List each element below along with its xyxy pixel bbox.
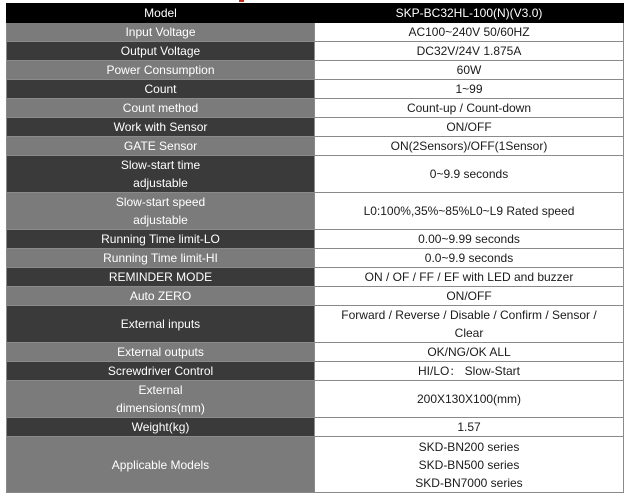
spec-label: [7, 418, 315, 437]
spec-value-line: ON / OF / FF / EF with LED and buzzer: [364, 270, 574, 284]
spec-label-line: Work with Sensor: [113, 120, 208, 134]
spec-label-line: GATE Sensor: [123, 139, 198, 153]
spec-label-line: adjustable: [133, 213, 188, 227]
spec-value: [315, 80, 624, 99]
spec-value-line: OK/NG/OK ALL: [427, 345, 511, 359]
spec-value: [315, 156, 624, 193]
table-row: [7, 249, 624, 268]
spec-value-line: Count-up / Count-down: [406, 101, 532, 115]
table-row: [7, 42, 624, 61]
spec-table: [6, 3, 624, 493]
spec-value: [315, 268, 624, 287]
spec-value: [315, 381, 624, 418]
table-row: [7, 306, 624, 343]
spec-label: [7, 362, 315, 381]
spec-label-line: Screwdriver Control: [107, 364, 214, 378]
table-row: [7, 437, 624, 493]
spec-value: [315, 193, 624, 230]
spec-label-line: Running Time limit-HI: [103, 251, 218, 265]
spec-label: [7, 230, 315, 249]
spec-label: [7, 306, 315, 343]
spec-label-line: External inputs: [120, 317, 201, 331]
spec-value-line: 60W: [456, 63, 482, 77]
spec-label-line: Applicable Models: [111, 457, 210, 472]
spec-value: [315, 137, 624, 156]
spec-value: [315, 343, 624, 362]
spec-value-line: 0~9.9 seconds: [429, 167, 509, 181]
spec-label: [7, 137, 315, 156]
spec-value-line: 1.57: [457, 420, 481, 434]
spec-label: [7, 99, 315, 118]
red-accent-mark: [239, 0, 244, 2]
table-row: [7, 80, 624, 99]
table-row: [7, 23, 624, 42]
spec-value-line: Clear: [454, 326, 484, 340]
spec-value-line: 200X130X100(mm): [416, 392, 522, 406]
table-row: [7, 193, 624, 230]
spec-value: [315, 23, 624, 42]
spec-value-line: L0:100%,35%~85%L0~L9 Rated speed: [363, 204, 575, 218]
spec-label: [7, 249, 315, 268]
table-row: [7, 381, 624, 418]
spec-label: [7, 381, 315, 418]
spec-label-line: Power Consumption: [106, 63, 215, 77]
spec-label-line: Count method: [122, 101, 199, 115]
table-row: [7, 137, 624, 156]
spec-label-line: External outputs: [117, 345, 204, 359]
spec-label: [7, 193, 315, 230]
spec-label-line: Input Voltage: [125, 25, 196, 39]
spec-label-line: REMINDER MODE: [108, 270, 213, 284]
spec-value-line: 1~99: [455, 82, 483, 96]
table-row: [7, 156, 624, 193]
spec-label-line: External: [138, 383, 183, 397]
spec-label-line: Running Time limit-LO: [101, 232, 220, 246]
spec-value-line: 0.00~9.99 seconds: [418, 232, 520, 246]
spec-label-line: adjustable: [133, 176, 188, 190]
spec-value: [315, 306, 624, 343]
spec-value-line: SKD-BN500 series: [418, 457, 520, 472]
spec-value: [315, 61, 624, 80]
spec-value-line: SKD-BN7000 series: [415, 475, 523, 490]
spec-value: [315, 287, 624, 306]
header-label: Model: [7, 4, 315, 23]
spec-label: [7, 61, 315, 80]
table-row: [7, 61, 624, 80]
spec-value-line: HI/LO： Slow-Start: [417, 364, 521, 378]
spec-value: [315, 418, 624, 437]
spec-label: [7, 118, 315, 137]
spec-label-line: Auto ZERO: [129, 289, 192, 303]
table-row: [7, 362, 624, 381]
spec-label-line: Weight(kg): [131, 420, 190, 434]
spec-value: [315, 437, 624, 493]
spec-label: [7, 42, 315, 61]
table-row: [7, 418, 624, 437]
spec-value: [315, 362, 624, 381]
spec-value-line: DC32V/24V 1.875A: [416, 44, 522, 58]
spec-value: [315, 230, 624, 249]
spec-value-line: ON/OFF: [446, 120, 492, 134]
spec-label: [7, 437, 315, 493]
table-row: [7, 99, 624, 118]
spec-label-line: Count: [144, 82, 177, 96]
spec-value-line: 0.0~9.9 seconds: [424, 251, 514, 265]
spec-label: [7, 156, 315, 193]
spec-value-line: Forward / Reverse / Disable / Confirm / Sensor /: [341, 308, 597, 322]
header-model-value: SKP-BC32HL-100(N)(V3.0): [315, 4, 624, 23]
spec-label: [7, 23, 315, 42]
spec-label-line: dimensions(mm): [116, 401, 205, 415]
table-row: [7, 287, 624, 306]
spec-value: [315, 249, 624, 268]
spec-label-line: Slow-start speed: [115, 195, 206, 209]
spec-label: [7, 287, 315, 306]
table-row: [7, 268, 624, 287]
spec-label-line: Slow-start time: [120, 158, 201, 172]
table-row: [7, 343, 624, 362]
spec-label: [7, 80, 315, 99]
spec-label: [7, 343, 315, 362]
spec-value-line: ON(2Sensors)/OFF(1Sensor): [390, 139, 548, 153]
spec-value: [315, 42, 624, 61]
spec-value-line: SKD-BN200 series: [418, 439, 520, 454]
spec-value-line: AC100~240V 50/60HZ: [408, 25, 530, 39]
spec-value: [315, 118, 624, 137]
spec-label-line: Output Voltage: [120, 44, 201, 58]
table-row: [7, 118, 624, 137]
spec-value-line: ON/OFF: [446, 289, 492, 303]
spec-label: [7, 268, 315, 287]
spec-value: [315, 99, 624, 118]
table-row: [7, 230, 624, 249]
table-header-row: [7, 4, 624, 23]
